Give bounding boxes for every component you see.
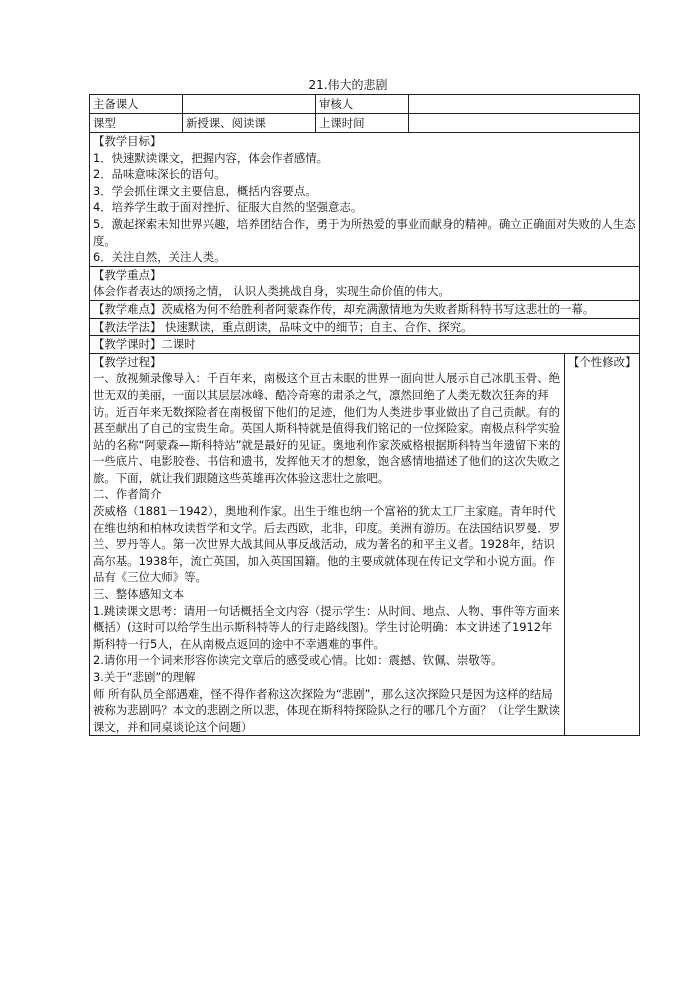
focus-heading: 【教学重点】 xyxy=(93,267,162,282)
focus-cell xyxy=(90,266,640,300)
goal-item: 2．品味意味深长的语句。 xyxy=(93,167,226,182)
process-paragraph: 三、整体感知文本 xyxy=(93,587,185,602)
type-label: 课型 xyxy=(90,114,183,133)
goal-item: 5．激起探索未知世界兴趣，培养团结合作，勇于为所热爱的事业而献身的精神。确立正确面对失败的人生态度。 xyxy=(93,216,636,248)
time-value xyxy=(409,114,640,133)
revision-heading: 【个性修改】 xyxy=(568,354,637,369)
methods-cell xyxy=(90,318,640,336)
reviewer-label: 审核人 xyxy=(316,95,409,114)
process-paragraph: 二、作者简介 xyxy=(93,487,162,502)
process-paragraph: 一、放视频录像导入：千百年来，南极这个亘古未眠的世界一面向世人展示自己冰肌玉骨、绝世无双的美丽，一面以其层层冰峰、酷冷奇寒的肃杀之气，凛然回绝了人类无数次狂奔的拜访。近百年来无数探险者在南极留下他们的足迹，他们为人类进步事业做出了自己贡献。有的甚至献出了自己的宝贵生命。英国人斯科特就是值得我们铭记的一位探险家。南极点科学实验站的名称“阿蒙森—斯科特站”就是最好的见证。奥地利作家茨威格根据斯科特当年遗留下来的一些底片、电影胶卷、书信和遗书，发挥他天才的想象，饱含感情地描述了他们的这次失败之旅。下面，就让我们跟随这些英雄再次体验这悲壮之旅吧。 xyxy=(93,371,561,485)
focus-row xyxy=(90,266,640,300)
goal-item: 3．学会抓住课文主要信息，概括内容要点。 xyxy=(93,183,317,198)
goal-item: 1．快速默读课文，把握内容，体会作者感情。 xyxy=(93,150,329,165)
process-row xyxy=(90,353,640,736)
header-row-2 xyxy=(90,114,640,133)
difficulty-cell xyxy=(90,300,640,318)
difficulty-row xyxy=(90,300,640,318)
process-paragraph: 3.关于“悲剧”的理解 xyxy=(93,670,196,684)
lesson-plan-table xyxy=(89,94,640,736)
focus-text: 体会作者表达的颂扬之情， 认识人类挑战自身，实现生命价值的伟大。 xyxy=(93,284,450,299)
difficulty-heading: 【教学难点】 xyxy=(93,301,162,316)
revision-cell xyxy=(565,353,640,736)
type-value: 新授课、阅读课 xyxy=(183,114,316,133)
author-value xyxy=(183,95,316,114)
process-paragraph: 茨威格（1881－1942），奥地利作家。出生于维也纳一个富裕的犹太工厂主家庭。青年时代在维也纳和柏林攻读哲学和文学。后去西欧，北非，印度。美洲有游历。在法国结识罗曼．罗兰、罗丹等人。第一次世界大战其间从事反战活动，成为著名的和平主义者。1928年，结识高尔基。1938年，流亡英国，加入英国国籍。他的主要成就体现在传记文学和小说方面。作品有《三位大师》等。 xyxy=(93,504,561,585)
hours-heading: 【教学课时】 xyxy=(93,337,162,352)
author-label: 主备课人 xyxy=(90,95,183,114)
methods-row xyxy=(90,318,640,336)
process-paragraph: 2.请你用一个词来形容你读完文章后的感受或心情。比如：震撼、钦佩、崇敬等。 xyxy=(93,653,503,668)
methods-text: 快速默读，重点朗读，品味文中的细节；自主、合作、探究。 xyxy=(161,319,473,334)
page-title: 21.伟大的悲剧 xyxy=(308,78,388,92)
difficulty-text: 茨威格为何不给胜利者阿蒙森作传，却充满激情地为失败者斯科特书写这悲壮的一幕。 xyxy=(161,301,595,316)
reviewer-value xyxy=(409,95,640,114)
time-label: 上课时间 xyxy=(316,114,409,133)
goal-item: 4．培养学生敢于面对挫折、征服大自然的坚强意志。 xyxy=(93,200,363,215)
goals-cell xyxy=(90,133,640,267)
process-cell xyxy=(90,353,565,736)
methods-heading: 【教法学法】 xyxy=(93,319,162,334)
process-heading: 【教学过程】 xyxy=(93,354,162,369)
hours-text: 二课时 xyxy=(161,337,196,352)
goals-row xyxy=(90,133,640,267)
goal-item: 6．关注自然，关注人类。 xyxy=(93,250,226,265)
hours-row xyxy=(90,336,640,354)
goals-heading: 【教学目标】 xyxy=(93,134,162,148)
process-paragraph: 师 所有队员全部遇难，怪不得作者称这次探险为“悲剧”，那么这次探险只是因为这样的结局被称为悲剧吗？本文的悲剧之所以悲，体现在斯科特探险队之行的哪几个方面？（让学生默读课文，并和同桌谈论这个问题） xyxy=(93,686,561,734)
header-row-1 xyxy=(90,95,640,114)
hours-cell xyxy=(90,336,640,354)
process-paragraph: 1.跳读课文思考：请用一句话概括全文内容（提示学生：从时间、地点、人物、事件等方面来概括）(这时可以给学生出示斯科特等人的行走路线图)。学生讨论明确：本文讲述了1912年斯科特一行5人，在从南极点返回的途中不幸遇难的事件。 xyxy=(93,603,560,651)
